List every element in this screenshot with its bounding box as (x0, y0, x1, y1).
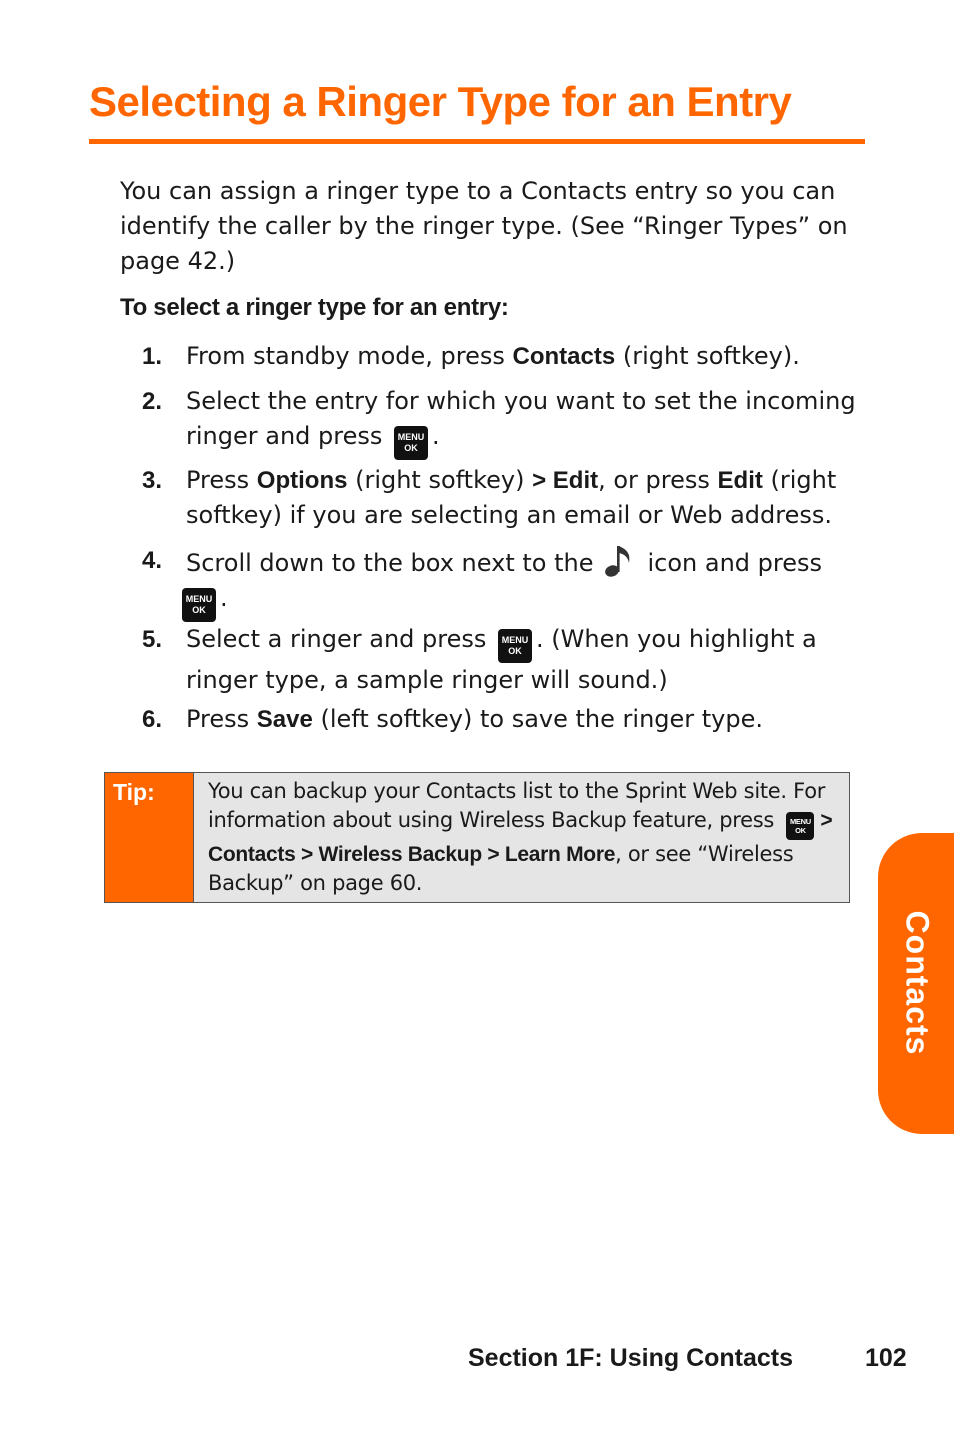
step-number: 5. (142, 626, 163, 653)
step-text: Press Save (left softkey) to save the ringer type. (186, 705, 764, 733)
menu-ok-key-icon: MENU OK (182, 588, 216, 622)
step-number: 6. (142, 706, 163, 733)
menu-ok-key-icon: MENU OK (394, 426, 428, 460)
step-2 (142, 384, 870, 460)
tip-label: Tip: (113, 779, 155, 805)
intro-paragraph: You can assign a ringer type to a Contacts entry so you can identify the caller by the ringer type. (See “Ringer Types” on page 42.) (120, 177, 848, 275)
menu-ok-key-icon: MENU OK (786, 812, 814, 840)
tip-text: You can backup your Contacts list to the Sprint Web site. For information about using Wireless Backup feature, press MENU OK > Contacts > Wireless Backup > Learn More, or see “Wireless Backup” on page 60. (208, 779, 833, 895)
step-5 (142, 622, 870, 698)
side-tab-label: Contacts (899, 910, 936, 1056)
page-number: 102 (865, 1344, 907, 1372)
step-1 (142, 339, 870, 374)
step-text: From standby mode, press Contacts (right softkey). (186, 342, 800, 370)
ringer-note-icon (603, 543, 637, 579)
footer-section-title: Section 1F: Using Contacts (468, 1344, 794, 1372)
step-number: 3. (142, 467, 163, 494)
step-number: 1. (142, 343, 163, 370)
procedure-heading: To select a ringer type for an entry: (120, 294, 509, 321)
step-number: 2. (142, 388, 163, 415)
page-title: Selecting a Ringer Type for an Entry (89, 78, 792, 125)
step-4 (142, 543, 870, 622)
step-text: Select a ringer and press MENU OK . (When you highlight a ringer type, a sample ringer will sound.) (186, 625, 817, 694)
step-6 (142, 702, 870, 737)
step-number: 4. (142, 547, 163, 574)
step-3 (142, 463, 870, 533)
step-text: Press Options (right softkey) > Edit, or press Edit (right softkey) if you are selecting an email or Web address. (186, 466, 837, 529)
title-underline (89, 139, 865, 144)
step-text: Select the entry for which you want to set the incoming ringer and press MENU OK . (186, 384, 870, 460)
menu-ok-key-icon: MENU OK (498, 629, 532, 663)
tip-box (104, 772, 850, 903)
step-text: Scroll down to the box next to the icon and press MENU OK . (186, 543, 870, 622)
tip-label-cell (105, 773, 194, 902)
